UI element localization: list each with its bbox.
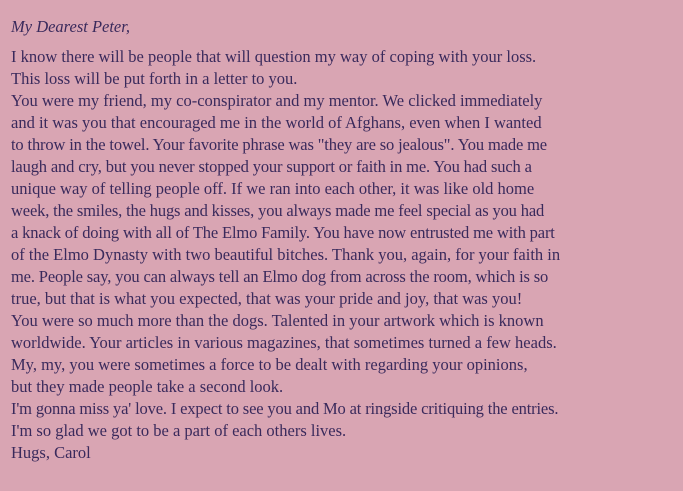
- signature: Hugs, Carol: [11, 443, 91, 462]
- letter-line: unique way of telling people off. If we ran into each other, it was like old home: [11, 179, 535, 198]
- letter-body: [11, 46, 677, 464]
- letter-line: week, the smiles, the hugs and kisses, you always made me feel special as you had: [11, 201, 545, 220]
- letter-line: This loss will be put forth in a letter to you.: [11, 69, 298, 88]
- letter-line: a knack of doing with all of The Elmo Family. You have now entrusted me with part: [11, 223, 555, 242]
- letter-line: of the Elmo Dynasty with two beautiful bitches. Thank you, again, for your faith in: [11, 245, 561, 264]
- letter-line: to throw in the towel. Your favorite phrase was "they are so jealous". You made me: [11, 135, 547, 154]
- letter-line: but they made people take a second look.: [11, 377, 284, 396]
- letter-line: me. People say, you can always tell an Elmo dog from across the room, which is so: [11, 267, 549, 286]
- letter-line: laugh and cry, but you never stopped your support or faith in me. You had such a: [11, 157, 532, 176]
- letter-line: You were so much more than the dogs. Talented in your artwork which is known: [11, 311, 544, 330]
- letter-line: and it was you that encouraged me in the world of Afghans, even when I wanted: [11, 113, 542, 132]
- letter-line: worldwide. Your articles in various magazines, that sometimes turned a few heads.: [11, 333, 557, 352]
- letter-line: I'm so glad we got to be a part of each others lives.: [11, 421, 347, 440]
- letter-line: I'm gonna miss ya' love. I expect to see you and Mo at ringside critiquing the entries.: [11, 399, 559, 418]
- letter-line: You were my friend, my co-conspirator and my mentor. We clicked immediately: [11, 91, 543, 110]
- letter-line: true, but that is what you expected, that was your pride and joy, that was you!: [11, 289, 523, 308]
- salutation: My Dearest Peter,: [11, 17, 130, 36]
- letter-line: I know there will be people that will question my way of coping with your loss.: [11, 47, 537, 66]
- letter-line: My, my, you were sometimes a force to be dealt with regarding your opinions,: [11, 355, 528, 374]
